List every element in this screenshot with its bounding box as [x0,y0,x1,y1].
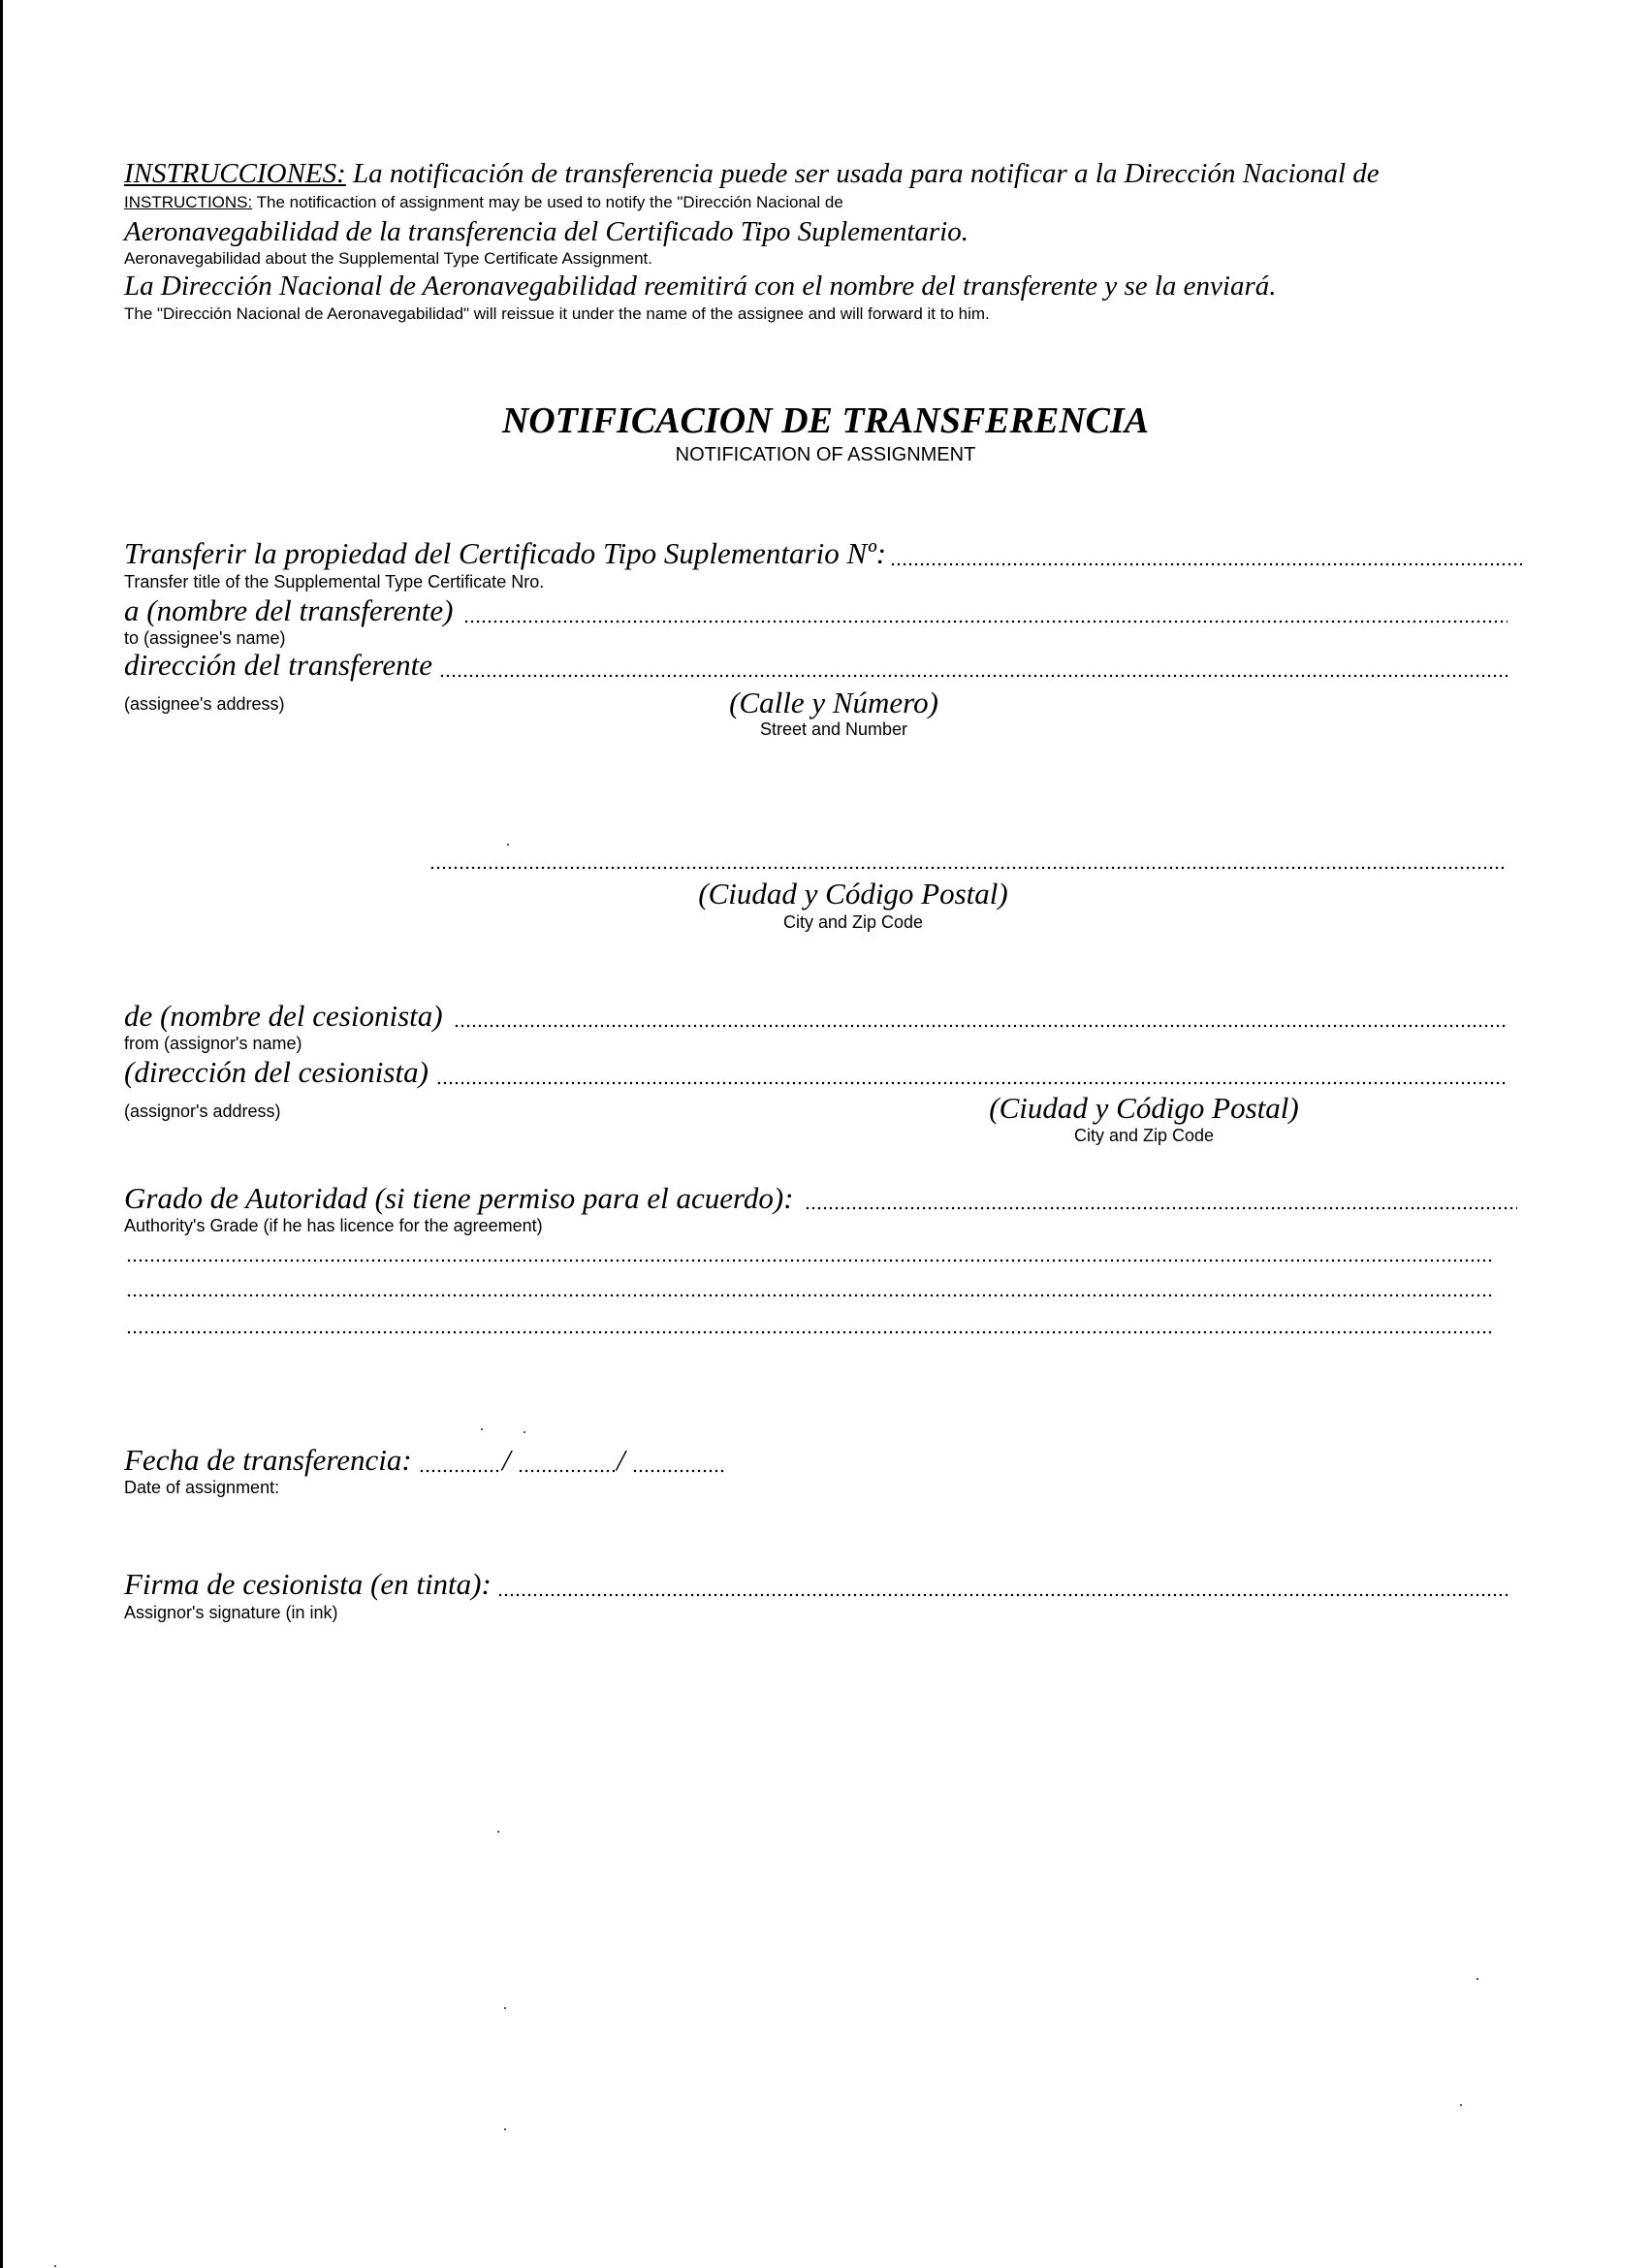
street-label-en: Street and Number [759,719,908,739]
form-subtitle: NOTIFICATION OF ASSIGNMENT [675,444,976,465]
certificate-label-es: Transferir la propiedad del Certificado Tipo Suplementario Nº: [124,536,887,570]
form-title: NOTIFICACION DE TRANSFERENCIA [501,400,1150,441]
instructions-line1-es [124,157,1380,190]
certificate-label-en: Transfer title of the Supplemental Type Certificate Nro. [124,572,545,591]
date-year-line[interactable] [632,1469,725,1473]
scan-speck [524,1431,525,1433]
date-day-line[interactable] [419,1469,500,1473]
scan-speck [481,1428,483,1430]
scan-speck [1460,2104,1462,2106]
assignee-name-line[interactable] [463,620,1508,623]
certificate-number-line[interactable] [890,562,1522,566]
authority-line-1[interactable] [805,1206,1517,1210]
assignor-name-label-en: from (assignor's name) [124,1034,302,1053]
assignor-address-label-en: (assignor's address) [124,1102,281,1121]
scan-speck [504,2007,506,2009]
authority-label-en: Authority's Grade (if he has licence for the agreement) [124,1216,543,1235]
instructions-line2-es: Aeronavegabilidad de la transferencia del Certificado Tipo Suplementario. [124,216,968,247]
instructions-line2-en: Aeronavegabilidad about the Supplemental Type Certificate Assignment. [124,249,652,268]
instructions-line1-en [124,193,843,212]
date-label-en: Date of assignment: [124,1478,280,1497]
authority-line-4[interactable] [126,1330,1493,1334]
assignor-name-line[interactable] [454,1024,1508,1028]
scan-speck [54,2265,56,2267]
authority-line-2[interactable] [126,1259,1493,1262]
signature-line[interactable] [497,1593,1508,1597]
scan-left-edge [0,0,3,2268]
signature-label-en: Assignor's signature (in ink) [124,1603,338,1622]
assignor-address-label-es: (dirección del cesionista) [124,1055,429,1089]
date-separator-1: / [502,1443,511,1477]
scan-speck [504,2128,506,2130]
instructions-line3-es: La Dirección Nacional de Aeronavegabilidad reemitirá con el nombre del transferente y se la enviará. [124,271,1277,302]
assignee-address-label-en: (assignee's address) [124,694,285,714]
city-label-en: City and Zip Code [782,912,924,932]
scan-speck [497,1831,499,1833]
assignor-city-label-es: (Ciudad y Código Postal) [989,1091,1299,1125]
city-label-es: (Ciudad y Código Postal) [698,877,1008,910]
instructions-label-es: INSTRUCCIONES: [124,158,346,189]
instructions-text1-en: The notificaction of assignment may be used to notify the "Dirección Nacional de [256,193,843,211]
date-month-line[interactable] [518,1469,615,1473]
assignor-city-label-en: City and Zip Code [1073,1126,1215,1145]
instructions-label-en: INSTRUCTIONS: [124,193,253,211]
authority-label-es: Grado de Autoridad (si tiene permiso para el acuerdo): [124,1181,794,1215]
authority-line-3[interactable] [126,1294,1493,1297]
date-separator-2: / [617,1443,625,1477]
assignee-address-line[interactable] [439,674,1508,678]
assignee-name-label-es: a (nombre del transferente) [124,593,454,627]
assignee-city-line[interactable] [429,866,1508,870]
assignor-address-line[interactable] [436,1081,1508,1085]
scan-speck [1476,1978,1478,1980]
assignee-name-label-en: to (assignee's name) [124,628,286,648]
scan-speck [507,844,509,846]
street-label-es: (Calle y Número) [729,686,938,719]
assignee-address-label-es: dirección del transferente [124,648,432,682]
instructions-line3-en: The "Dirección Nacional de Aeronavegabilidad" will reissue it under the name of the assignee and will forward it to him. [124,304,990,323]
signature-label-es: Firma de cesionista (en tinta): [124,1567,492,1601]
assignor-name-label-es: de (nombre del cesionista) [124,999,443,1033]
instructions-text1-es: La notificación de transferencia puede ser usada para notificar a la Dirección Nacional de [353,158,1380,189]
date-label-es: Fecha de transferencia: [124,1443,412,1477]
